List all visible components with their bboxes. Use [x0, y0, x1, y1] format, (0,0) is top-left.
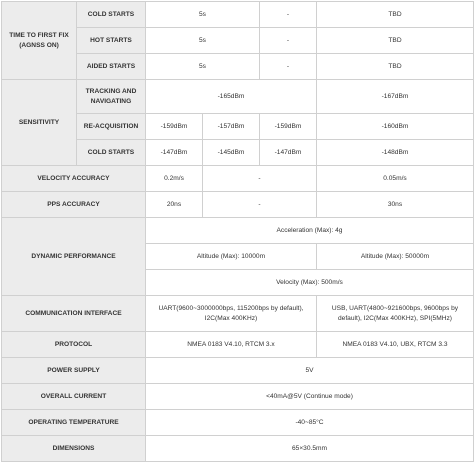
comm-a: [146, 296, 317, 332]
ttff-aided-label: AIDED STARTS: [77, 54, 146, 80]
sens-tracking-b: -167dBm: [317, 80, 474, 114]
sens-reacq-b: -157dBm: [203, 114, 260, 140]
protocol-a: NMEA 0183 V4.10, RTCM 3.x: [146, 332, 317, 358]
dynamic-label: DYNAMIC PERFORMANCE: [2, 218, 146, 296]
velocity-label: VELOCITY ACCURACY: [2, 166, 146, 192]
dynamic-alt-b: Altitude (Max): 50000m: [317, 244, 474, 270]
sens-tracking-a: -165dBm: [146, 80, 317, 114]
comm-a-line1: UART(9600~3000000bps, 115200bps by default),: [158, 304, 304, 312]
comm-label: COMMUNICATION INTERFACE: [2, 296, 146, 332]
comm-b: [317, 296, 474, 332]
dynamic-accel: Acceleration (Max): 4g: [146, 218, 474, 244]
velocity-a: 0.2m/s: [146, 166, 203, 192]
velocity-c: 0.05m/s: [317, 166, 474, 192]
ttff-aided-b: -: [260, 54, 317, 80]
ttff-hot-b: -: [260, 28, 317, 54]
table-row: [2, 218, 474, 244]
protocol-label: PROTOCOL: [2, 332, 146, 358]
dims-label: DIMENSIONS: [2, 436, 146, 462]
pps-b: -: [203, 192, 317, 218]
table-row: [2, 80, 474, 114]
sens-cold-a: -147dBm: [146, 140, 203, 166]
protocol-b: NMEA 0183 V4.10, UBX, RTCM 3.3: [317, 332, 474, 358]
comm-b-line1: USB, UART(4800~921600bps, 9600bps by: [331, 304, 459, 312]
ttff-cold-a: 5s: [146, 2, 260, 28]
ttff-cold-c: TBD: [317, 2, 474, 28]
dims-a: 65×30.5mm: [146, 436, 474, 462]
table-row: [2, 358, 474, 384]
sens-reacq-a: -159dBm: [146, 114, 203, 140]
dynamic-alt-a: Altitude (Max): 10000m: [146, 244, 317, 270]
temp-a: -40~85°C: [146, 410, 474, 436]
ttff-cold-label: COLD STARTS: [77, 2, 146, 28]
ttff-cold-b: -: [260, 2, 317, 28]
table-row: [2, 166, 474, 192]
sens-cold-c: -147dBm: [260, 140, 317, 166]
ttff-hot-a: 5s: [146, 28, 260, 54]
pps-label: PPS ACCURACY: [2, 192, 146, 218]
sens-cold-label: COLD STARTS: [77, 140, 146, 166]
table-row: [2, 410, 474, 436]
sens-reacq-d: -160dBm: [317, 114, 474, 140]
table-row: [2, 192, 474, 218]
power-label: POWER SUPPLY: [2, 358, 146, 384]
sens-tracking-label: TRACKING AND NAVIGATING: [77, 80, 146, 114]
ttff-aided-c: TBD: [317, 54, 474, 80]
velocity-b: -: [203, 166, 317, 192]
table-row: [2, 296, 474, 332]
sens-reacq-c: -159dBm: [260, 114, 317, 140]
sensitivity-label: SENSITIVITY: [2, 80, 77, 166]
sens-reacq-label: RE-ACQUISITION: [77, 114, 146, 140]
current-label: OVERALL CURRENT: [2, 384, 146, 410]
dynamic-vel: Velocity (Max): 500m/s: [146, 270, 474, 296]
table-row: [2, 436, 474, 462]
table-row: [2, 332, 474, 358]
table-row: [2, 384, 474, 410]
ttff-label: TIME TO FIRST FIX (AGNSS ON): [2, 2, 77, 80]
ttff-hot-c: TBD: [317, 28, 474, 54]
comm-b-line2: default), I2C(Max 400KHz), SPI(5MHz): [338, 314, 452, 322]
pps-c: 30ns: [317, 192, 474, 218]
pps-a: 20ns: [146, 192, 203, 218]
power-a: 5V: [146, 358, 474, 384]
table-row: [2, 2, 474, 28]
current-a: <40mA@5V (Continue mode): [146, 384, 474, 410]
comm-a-line2: I2C(Max 400KHz): [204, 314, 258, 322]
ttff-hot-label: HOT STARTS: [77, 28, 146, 54]
temp-label: OPERATING TEMPERATURE: [2, 410, 146, 436]
spec-table: [1, 1, 474, 462]
sens-cold-b: -145dBm: [203, 140, 260, 166]
sens-cold-d: -148dBm: [317, 140, 474, 166]
ttff-aided-a: 5s: [146, 54, 260, 80]
